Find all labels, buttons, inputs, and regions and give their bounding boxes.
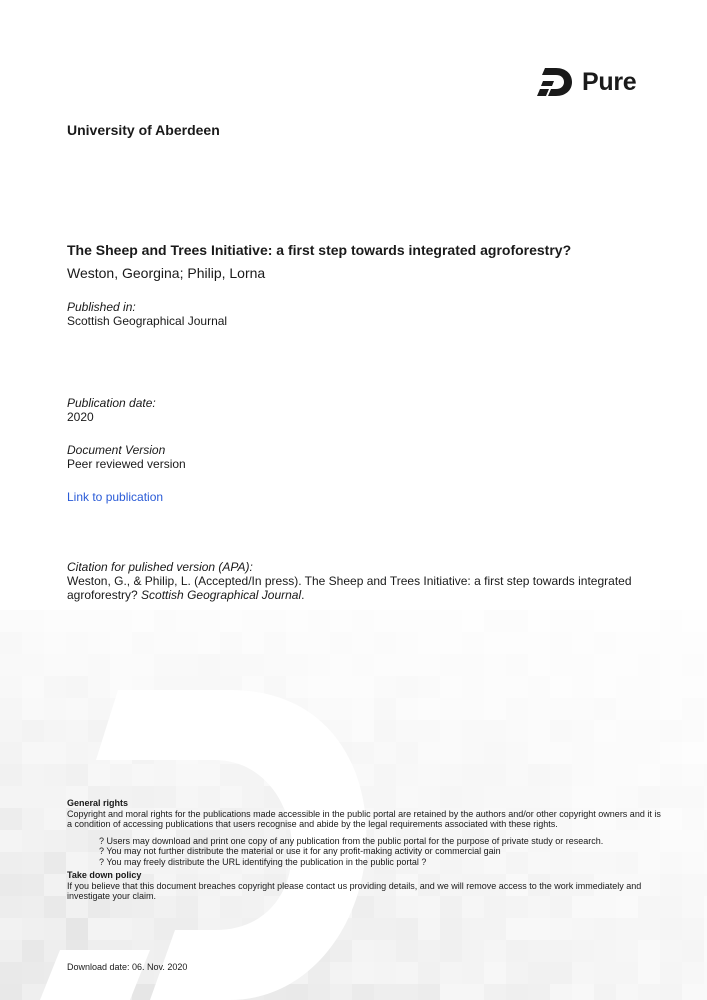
general-rights-heading: General rights — [67, 798, 129, 808]
published-in-label: Published in: — [67, 300, 136, 314]
document-version-value: Peer reviewed version — [67, 457, 186, 471]
download-date: Download date: 06. Nov. 2020 — [67, 962, 188, 972]
citation-main: Weston, G., & Philip, L. (Accepted/In press). The Sheep and Trees Initiative: a first step towards integrated agroforestry? — [67, 574, 632, 602]
pure-logo-text: Pure — [582, 67, 637, 96]
document-version-block — [67, 443, 186, 471]
rights-list-item: ? You may not further distribute the material or use it for any profit-making activity or commercial gain — [99, 846, 501, 856]
rights-block — [67, 798, 667, 902]
pure-logo — [536, 66, 636, 98]
takedown-heading: Take down policy — [67, 870, 142, 880]
rights-list-item: ? Users may download and print one copy of any publication from the public portal for the purpose of private study or research. — [99, 835, 604, 846]
published-in-value: Scottish Geographical Journal — [67, 314, 228, 328]
document-version-label: Document Version — [67, 443, 166, 457]
citation-text — [67, 574, 647, 602]
publication-date-value: 2020 — [67, 410, 94, 424]
rights-list — [67, 836, 667, 868]
publication-authors: Weston, Georgina; Philip, Lorna — [67, 265, 266, 281]
institution-name: University of Aberdeen — [67, 122, 220, 138]
publication-title: The Sheep and Trees Initiative: a first step towards integrated agroforestry? — [67, 242, 572, 258]
citation-label: Citation for pulished version (APA): — [67, 560, 253, 574]
publication-date-block — [67, 396, 156, 424]
takedown-body: If you believe that this document breaches copyright please contact us providing details, and we will remove access to the work immediately and investigate your claim. — [67, 880, 642, 901]
citation-end: . — [301, 588, 305, 602]
published-in-block — [67, 300, 227, 328]
link-to-publication[interactable]: Link to publication — [67, 490, 164, 504]
rights-list-item: ? You may freely distribute the URL identifying the publication in the public portal ? — [99, 856, 427, 867]
publication-date-label: Publication date: — [67, 396, 156, 410]
general-rights-body: Copyright and moral rights for the publications made accessible in the public portal are retained by the authors and/or other copyright owners and it is a condition of accessing publications that users recognise and abide by the legal requirements associated with these rights. — [67, 808, 661, 829]
citation-journal: Scottish Geographical Journal — [141, 588, 302, 602]
citation-block — [67, 560, 647, 602]
pure-logo-icon — [536, 66, 576, 98]
